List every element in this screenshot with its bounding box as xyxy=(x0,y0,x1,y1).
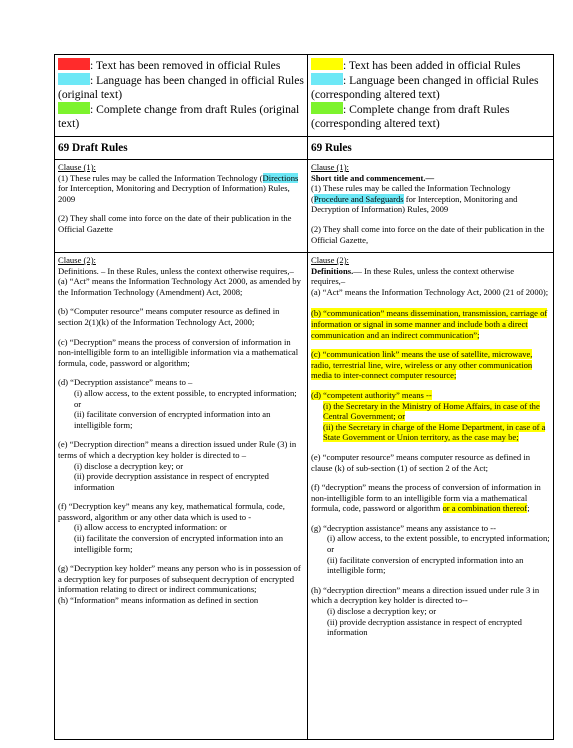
definition-subitem xyxy=(311,401,550,422)
changed-text: Procedure and Safeguards xyxy=(313,193,404,204)
definition-item xyxy=(311,308,550,340)
clause-paragraph: (2) They shall come into force on the date of their publication in the Official Gazette xyxy=(58,213,292,234)
legend-item-added: : Text has been added in official Rules xyxy=(311,58,550,73)
yellow-swatch xyxy=(311,58,343,70)
definition-subitem: (ii) facilitate the conversion of encrypted information into an intelligible form; xyxy=(74,533,284,554)
added-text: (c) “communication link” means the use of satellite, microwave, radio, terrestrial line, wire, wireless or any other communication media to inter-connect computer resource; xyxy=(311,349,533,381)
legend-item-changed-original: : Language has been changed in official Rules (original text) xyxy=(58,74,304,101)
red-swatch xyxy=(58,58,90,70)
cyan-swatch xyxy=(311,73,343,85)
legend-item-changed-altered: : Language been changed in official Rules (corresponding altered text) xyxy=(311,74,539,101)
clause-title: Short title and commencement.— xyxy=(311,172,435,183)
header-rules: 69 Rules xyxy=(308,137,554,160)
definition-item: (g) “Decryption key holder” means any person who is in possession of a decryption key for purposes of subsequent decryption of encrypted information relating to direct or indirect communications; xyxy=(58,563,301,595)
clause-1-row xyxy=(55,160,554,253)
clause-1-official xyxy=(308,160,554,253)
definition-item: (g) “decryption assistance” means any assistance to -- xyxy=(311,522,496,533)
legend-row xyxy=(55,55,554,137)
definition-item: (h) “decryption direction” means a direction issued under rule 3 in which a decryption key holder is directed to-- xyxy=(311,584,540,606)
clause-2-draft xyxy=(55,253,308,740)
legend-item-complete-change-original: : Complete change from draft Rules (original text) xyxy=(58,103,300,130)
definition-subitem: (ii) facilitate conversion of encrypted information into an intelligible form; xyxy=(74,409,271,430)
definition-subitem: (i) allow access, to the extent possible, to encrypted information; or xyxy=(74,387,297,409)
definition-item: (e) “computer resource” means computer resource as defined in clause (k) of sub-section (1) of section 2 of the Act; xyxy=(311,451,531,473)
definition-subitem: (i) allow access to encrypted information: or xyxy=(74,522,227,533)
legend-left xyxy=(55,55,308,137)
definition-subitem: (ii) provide decryption assistance in respect of encrypted information xyxy=(327,616,522,638)
added-text: or a combination thereof xyxy=(442,503,528,514)
added-text: (d) “competent authority” means -- xyxy=(311,389,432,400)
clause-label: Clause (2): xyxy=(311,255,349,265)
definition-item: (a) “Act” means the Information Technology Act, 2000 (21 of 2000); xyxy=(311,286,549,297)
definition-item: (h) “Information” means information as defined in section xyxy=(58,595,259,606)
definition-item: (c) “Decryption” means the process of conversion of information in non-intelligible form to an intelligible information via a mathematical formula, code, password or algorithm; xyxy=(58,336,299,368)
definition-item: (a) “Act” means the Information Technology Act 2000, as amended by the Information Technology (Amendment) Act, 2008; xyxy=(58,276,301,297)
clause-paragraph: (2) They shall come into force on the date of their publication in the Official Gazette, xyxy=(311,223,545,245)
clause-label: Clause (1): xyxy=(311,162,349,172)
clause-2-official xyxy=(308,253,554,740)
definition-subitem: (ii) provide decryption assistance in respect of encrypted information xyxy=(74,471,269,492)
clause-2-row xyxy=(55,253,554,740)
definition-item: (f) “Decryption key” means any key, mathematical formula, code, password, algorithm or any other data which is used to - xyxy=(58,501,285,522)
added-text: (b) “communication” means dissemination, transmission, carriage of information or signal in some manner and include both a direct communication and an indirect communication”; xyxy=(311,308,548,340)
legend-item-complete-change-altered: : Complete change from draft Rules (corresponding altered text) xyxy=(311,103,510,130)
definition-item: (d) “Decryption assistance” means to – xyxy=(58,377,193,388)
definitions-intro: Definitions. – In these Rules, unless the context otherwise requires,– xyxy=(58,265,294,276)
changed-text: Directions xyxy=(262,172,299,183)
clause-label: Clause (2): xyxy=(58,255,96,265)
clause-paragraph: (1) These rules may be called the Information Technology (Procedure and Safeguards for Interception, Monitoring and Decryption of Information) Rules, 2009 xyxy=(311,183,518,215)
green-swatch xyxy=(311,102,343,114)
definition-item: (b) “Computer resource” means computer resource as defined in section 2(1)(k) of the Information Technology Act, 2000; xyxy=(58,306,280,327)
definition-item: (e) “Decryption direction” means a direction issued under Rule (3) in terms of which a decryption key holder is directed to – xyxy=(58,439,297,460)
added-text: (i) the Secretary in the Ministry of Home Affairs, in case of the Central Government; or xyxy=(323,400,540,422)
definition-item: (f) “decryption” means the process of conversion of information in non-intelligible form to an intelligible form via a mathematical formula, code, password or algorithm or a combination thereof; xyxy=(311,482,541,514)
header-row xyxy=(55,137,554,160)
definition-item xyxy=(311,390,550,401)
definition-item xyxy=(311,349,550,381)
header-draft-rules: 69 Draft Rules xyxy=(55,137,308,160)
green-swatch xyxy=(58,102,90,114)
comparison-table xyxy=(54,54,554,740)
definitions-intro: Definitions.— In these Rules, unless the context otherwise requires,– xyxy=(311,265,515,287)
cyan-swatch xyxy=(58,73,90,85)
legend-item-removed: : Text has been removed in official Rules xyxy=(58,58,304,73)
clause-label: Clause (1): xyxy=(58,162,96,172)
definition-subitem: (ii) facilitate conversion of encrypted information into an intelligible form; xyxy=(327,554,524,576)
definition-subitem: (i) disclose a decryption key; or xyxy=(74,460,184,471)
legend-right xyxy=(308,55,554,137)
definition-subitem: (i) allow access, to the extent possible, to encrypted information; or xyxy=(327,533,550,555)
definition-subitem xyxy=(311,422,550,443)
added-text: (ii) the Secretary in charge of the Home Department, in case of a State Government or Union territory, as the case may be; xyxy=(323,421,546,443)
clause-1-draft xyxy=(55,160,308,253)
definition-subitem: (i) disclose a decryption key; or xyxy=(327,606,437,617)
clause-paragraph: (1) These rules may be called the Information Technology (Directions for Interception, Monitoring and Decryption of Information) Rules, 2009 xyxy=(58,172,299,204)
